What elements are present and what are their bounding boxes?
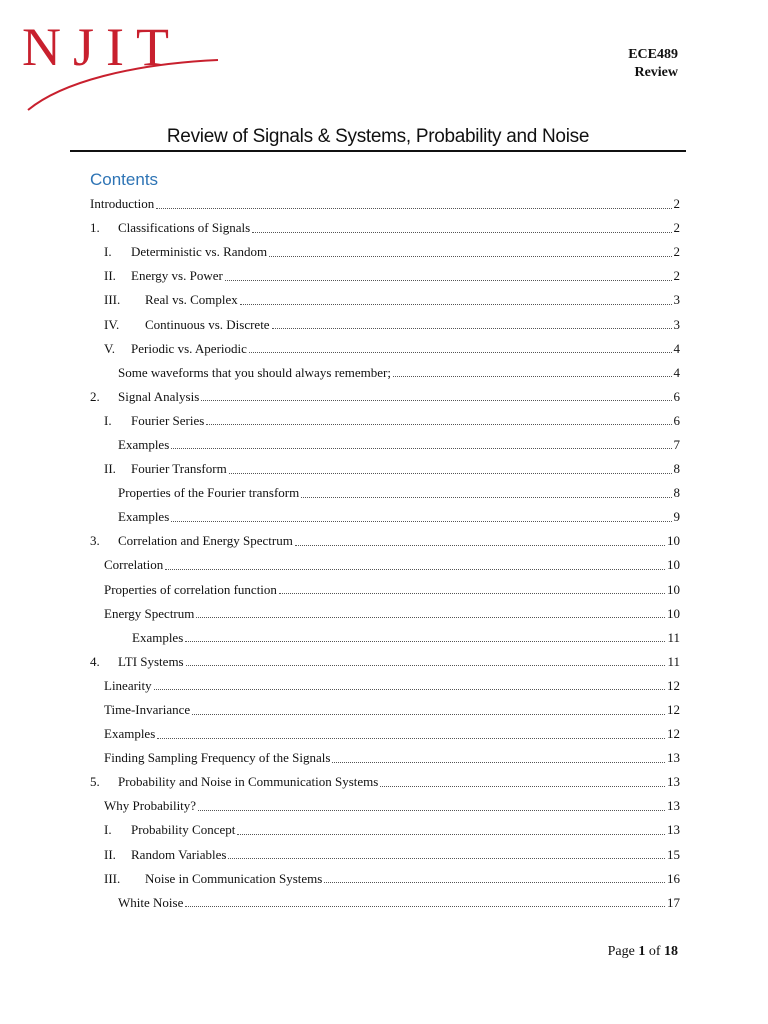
toc-entry-page: 13 [667,774,680,790]
toc-entry-label: Deterministic vs. Random [131,244,268,260]
toc-entry[interactable] [90,818,680,842]
toc-entry-page: 13 [667,822,680,838]
toc-dot-leader [301,497,671,498]
title-rule [70,150,686,152]
toc-entry-page: 8 [673,461,680,477]
toc-dot-leader [272,328,672,329]
toc-entry[interactable] [90,385,680,409]
toc-entry-label: Correlation [104,557,164,573]
toc-entry-page: 6 [673,412,680,428]
toc-entry-page: 10 [667,581,680,597]
toc-entry[interactable] [90,650,680,674]
toc-entry[interactable] [90,722,680,746]
toc-entry-label: Examples [104,726,156,742]
toc-entry-page: 9 [673,509,680,525]
toc-dot-leader [252,232,671,233]
toc-entry-number: III. [104,292,121,308]
toc-entry-number: III. [104,870,121,886]
toc-entry-page: 12 [667,702,680,718]
toc-dot-leader [393,376,672,377]
toc-entry-page: 4 [673,364,680,380]
toc-dot-leader [237,834,665,835]
toc-entry[interactable] [90,529,680,553]
toc-entry[interactable] [90,794,680,818]
toc-entry-number: 1. [90,220,100,236]
toc-entry-label: Periodic vs. Aperiodic [131,340,247,356]
toc-entry[interactable] [90,481,680,505]
toc-entry[interactable] [90,553,680,577]
toc-entry-label: Finding Sampling Frequency of the Signals [104,750,331,766]
toc-entry-page: 2 [673,244,680,260]
toc-dot-leader [201,400,671,401]
toc-entry-page: 4 [673,340,680,356]
toc-entry[interactable] [90,216,680,240]
toc-entry-page: 17 [667,894,680,910]
toc-entry-label: Classifications of Signals [118,220,251,236]
toc-entry-label: White Noise [118,894,184,910]
document-title: Review of Signals & Systems, Probability and Noise [166,126,590,147]
toc-entry[interactable] [90,240,680,264]
toc-entry-page: 3 [673,316,680,332]
toc-entry-label: Correlation and Energy Spectrum [118,533,293,549]
toc-entry-page: 8 [673,485,680,501]
toc-entry-label: Time-Invariance [104,702,191,718]
toc-entry[interactable] [90,578,680,602]
toc-entry-label: Examples [132,629,184,645]
toc-dot-leader [171,448,671,449]
toc-dot-leader [196,617,665,618]
course-header [628,46,678,82]
njit-logo [22,17,222,112]
toc-entry-number: II. [104,268,116,284]
toc-entry-label: Energy Spectrum [104,605,195,621]
toc-dot-leader [165,569,665,570]
toc-entry-number: I. [104,822,112,838]
toc-dot-leader [295,545,665,546]
toc-dot-leader [156,208,671,209]
toc-entry[interactable] [90,409,680,433]
logo-text: NJIT [22,17,181,77]
total-pages: 18 [664,944,678,959]
toc-dot-leader [279,593,665,594]
toc-entry-number: I. [104,412,112,428]
toc-entry[interactable] [90,746,680,770]
toc-entry-page: 3 [673,292,680,308]
toc-dot-leader [380,786,665,787]
toc-dot-leader [186,665,666,666]
toc-entry[interactable] [90,698,680,722]
toc-dot-leader [229,473,672,474]
toc-entry[interactable] [90,457,680,481]
toc-entry-number: IV. [104,316,120,332]
contents-heading: Contents [90,170,159,189]
of-word: of [648,944,661,959]
toc-entry-page: 2 [673,220,680,236]
toc-entry-number: II. [104,846,116,862]
toc-dot-leader [228,858,665,859]
toc-dot-leader [157,738,665,739]
toc-entry-page: 7 [673,436,680,452]
toc-dot-leader [240,304,672,305]
table-of-contents [90,192,680,915]
toc-entry-page: 13 [667,798,680,814]
course-code: ECE489 [628,47,678,62]
toc-entry-number: 2. [90,388,100,404]
toc-entry-label: Fourier Transform [131,461,227,477]
toc-dot-leader [185,641,665,642]
toc-entry-page: 2 [673,196,680,212]
toc-entry-label: Linearity [104,677,152,693]
toc-entry-label: Examples [118,436,170,452]
toc-entry-page: 10 [667,605,680,621]
toc-entry[interactable] [90,674,680,698]
page-footer [608,944,678,960]
toc-entry-page: 2 [673,268,680,284]
toc-entry[interactable] [90,602,680,626]
toc-entry-label: Properties of correlation function [104,581,277,597]
toc-entry-page: 15 [667,846,680,862]
toc-entry[interactable] [90,626,680,650]
toc-dot-leader [206,424,671,425]
toc-entry-page: 11 [667,629,680,645]
toc-dot-leader [185,906,665,907]
toc-entry[interactable] [90,288,680,312]
toc-entry[interactable] [90,505,680,529]
toc-entry-label: Probability and Noise in Communication Systems [118,774,379,790]
current-page: 1 [638,944,646,959]
toc-entry-label: Introduction [90,196,155,212]
toc-dot-leader [249,352,672,353]
toc-entry-label: Noise in Communication Systems [145,870,323,886]
toc-entry-label: Fourier Series [131,412,205,428]
toc-entry-page: 11 [667,653,680,669]
toc-entry-page: 12 [667,677,680,693]
toc-dot-leader [192,714,665,715]
toc-dot-leader [269,256,671,257]
toc-entry[interactable] [90,770,680,794]
toc-entry-label: LTI Systems [118,653,184,669]
toc-entry[interactable] [90,337,680,361]
toc-entry-label: Probability Concept [131,822,236,838]
toc-entry[interactable] [90,433,680,457]
toc-entry-number: 5. [90,774,100,790]
doc-type: Review [634,65,678,80]
toc-dot-leader [171,521,671,522]
toc-entry[interactable] [90,891,680,915]
toc-entry-label: Properties of the Fourier transform [118,485,300,501]
toc-entry-label: Signal Analysis [118,388,200,404]
toc-dot-leader [324,882,665,883]
toc-entry[interactable] [90,264,680,288]
toc-entry-page: 10 [667,557,680,573]
toc-dot-leader [225,280,672,281]
toc-dot-leader [154,689,665,690]
toc-entry-number: II. [104,461,116,477]
toc-entry-label: Examples [118,509,170,525]
toc-entry-label: Real vs. Complex [145,292,238,308]
toc-dot-leader [332,762,665,763]
toc-entry-page: 12 [667,726,680,742]
toc-entry-label: Energy vs. Power [131,268,223,284]
toc-entry-number: 3. [90,533,100,549]
toc-entry-page: 10 [667,533,680,549]
toc-entry-label: Why Probability? [104,798,197,814]
toc-entry-number: I. [104,244,112,260]
toc-entry-page: 6 [673,388,680,404]
toc-entry-page: 16 [667,870,680,886]
toc-entry[interactable] [90,867,680,891]
toc-entry[interactable] [90,361,680,385]
toc-entry-number: V. [104,340,115,356]
toc-dot-leader [198,810,665,811]
toc-entry-label: Random Variables [131,846,227,862]
toc-entry-number: 4. [90,653,100,669]
toc-entry-label: Some waveforms that you should always remember; [118,364,391,380]
toc-entry-label: Continuous vs. Discrete [145,316,270,332]
logo-swoosh-icon [22,17,222,112]
toc-entry[interactable] [90,312,680,336]
toc-entry[interactable] [90,843,680,867]
toc-entry-page: 13 [667,750,680,766]
page-word: Page [607,944,635,959]
toc-entry[interactable] [90,192,680,216]
